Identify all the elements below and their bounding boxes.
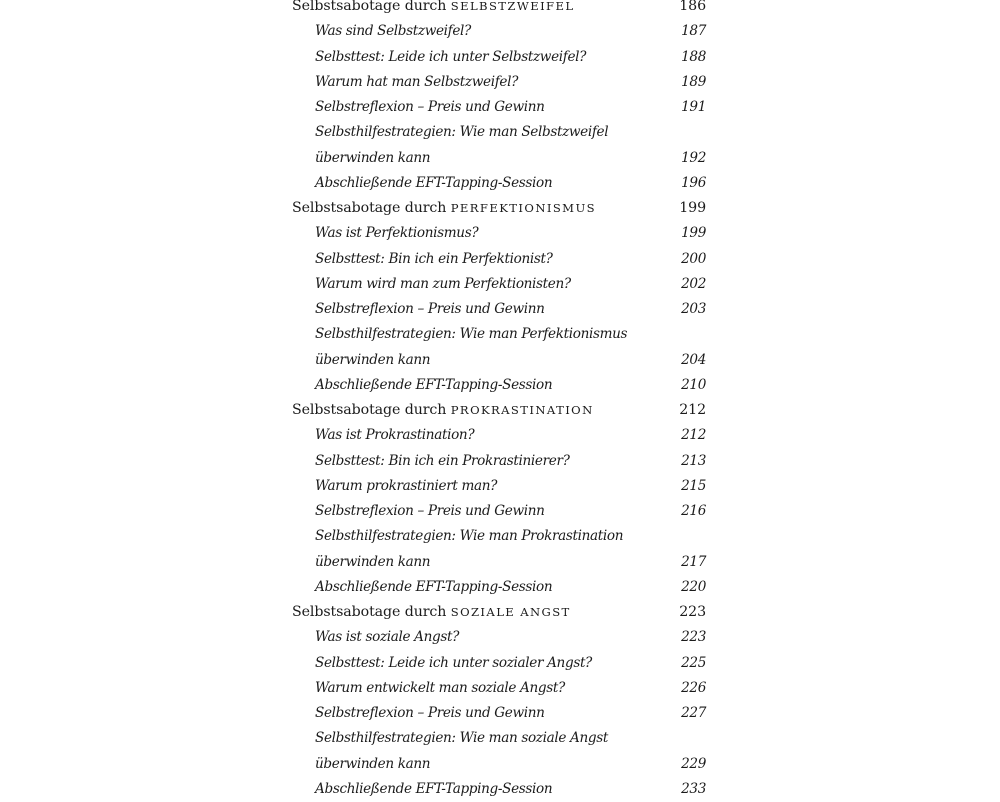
toc-subentry xyxy=(292,272,708,297)
subentry-label: Was ist soziale Angst? xyxy=(315,629,460,646)
chapter-title-topic: SOZIALE ANGST xyxy=(450,605,571,619)
subentry-label: Abschließende EFT-Tapping-Session xyxy=(315,578,553,595)
page-number: 199 xyxy=(681,225,706,242)
subentry-label: Selbsttest: Bin ich ein Prokrastinierer? xyxy=(315,452,570,469)
page-number: 192 xyxy=(681,149,706,166)
toc-chapter-entry xyxy=(292,196,708,221)
subentry-label: Selbstreflexion – Preis und Gewinn xyxy=(315,705,545,721)
page-number: 210 xyxy=(681,376,706,393)
chapter-title-prefix: Selbstsabotage durch xyxy=(292,604,451,620)
toc-subentry xyxy=(292,777,708,802)
page-number: 216 xyxy=(681,503,706,519)
toc-subentry xyxy=(292,19,708,44)
toc-subentry xyxy=(292,221,708,246)
subentry-label: Selbstreflexion – Preis und Gewinn xyxy=(315,503,545,519)
toc-subentry xyxy=(292,701,708,726)
subentry-label: Selbstreflexion – Preis und Gewinn xyxy=(315,99,545,115)
subentry-label: Abschließende EFT-Tapping-Session xyxy=(315,174,553,191)
subentry-label: überwinden kann xyxy=(315,755,431,772)
subentry-label: Selbsttest: Bin ich ein Perfektionist? xyxy=(315,250,553,267)
toc-subentry xyxy=(292,120,708,145)
page-number: 203 xyxy=(681,301,706,317)
page-number: 212 xyxy=(681,427,706,444)
toc-subentry xyxy=(292,752,708,777)
toc-subentry xyxy=(292,575,708,600)
toc-subentry xyxy=(292,247,708,272)
page-number: 213 xyxy=(681,452,706,469)
page-number: 225 xyxy=(681,654,706,671)
chapter-title-topic: SELBSTZWEIFEL xyxy=(450,0,575,13)
toc-subentry xyxy=(292,550,708,575)
chapter-title-prefix: Selbstsabotage durch xyxy=(292,200,451,216)
subentry-label: Selbsthilfestrategien: Wie man Perfektionismus xyxy=(315,326,628,343)
chapter-title-topic: PERFEKTIONISMUS xyxy=(450,201,596,215)
subentry-label: Abschließende EFT-Tapping-Session xyxy=(315,780,553,797)
page-number: 199 xyxy=(679,200,706,216)
toc-subentry xyxy=(292,70,708,95)
table-of-contents xyxy=(292,0,708,802)
page-number: 223 xyxy=(681,629,706,646)
toc-subentry xyxy=(292,171,708,196)
toc-subentry xyxy=(292,322,708,347)
subentry-label: Abschließende EFT-Tapping-Session xyxy=(315,376,553,393)
toc-subentry xyxy=(292,348,708,373)
page-number: 189 xyxy=(681,73,706,90)
subentry-label: Selbsttest: Leide ich unter Selbstzweifel? xyxy=(315,48,587,65)
subentry-label: Warum wird man zum Perfektionisten? xyxy=(315,275,571,292)
page-number: 217 xyxy=(681,553,706,570)
subentry-label: Selbstreflexion – Preis und Gewinn xyxy=(315,301,545,317)
subentry-label: Was ist Perfektionismus? xyxy=(315,225,479,242)
page-number: 196 xyxy=(681,174,706,191)
subentry-label: Was sind Selbstzweifel? xyxy=(315,23,471,40)
subentry-label: Warum hat man Selbstzweifel? xyxy=(315,73,519,90)
toc-subentry xyxy=(292,474,708,499)
chapter-title-prefix: Selbstsabotage durch xyxy=(292,402,451,418)
subentry-label: überwinden kann xyxy=(315,553,431,570)
subentry-label: Selbsthilfestrategien: Wie man soziale Angst xyxy=(315,730,608,747)
page-number: 212 xyxy=(679,402,706,418)
subentry-label: Warum prokrastiniert man? xyxy=(315,477,498,494)
toc-subentry xyxy=(292,625,708,650)
chapter-title-prefix: Selbstsabotage durch xyxy=(292,0,451,14)
page-number: 187 xyxy=(681,23,706,40)
chapter-title-topic: PROKRASTINATION xyxy=(450,403,594,417)
subentry-label: Warum entwickelt man soziale Angst? xyxy=(315,679,565,696)
toc-subentry xyxy=(292,726,708,751)
subentry-label: überwinden kann xyxy=(315,351,431,368)
subentry-label: Selbsthilfestrategien: Wie man Selbstzweifel xyxy=(315,124,609,141)
toc-subentry xyxy=(292,499,708,524)
page-number: 188 xyxy=(681,48,706,65)
page-number: 202 xyxy=(681,275,706,292)
page-number: 200 xyxy=(681,250,706,267)
page-number: 223 xyxy=(679,604,706,620)
toc-subentry xyxy=(292,45,708,70)
page-number: 233 xyxy=(681,780,706,797)
page-number: 191 xyxy=(681,99,706,115)
toc-subentry xyxy=(292,449,708,474)
toc-subentry xyxy=(292,373,708,398)
subentry-label: Selbsttest: Leide ich unter sozialer Angst? xyxy=(315,654,592,671)
toc-subentry xyxy=(292,423,708,448)
page-number: 220 xyxy=(681,578,706,595)
subentry-label: Was ist Prokrastination? xyxy=(315,427,475,444)
page-number: 186 xyxy=(679,0,706,14)
toc-subentry xyxy=(292,651,708,676)
toc-subentry xyxy=(292,146,708,171)
toc-chapter-entry xyxy=(292,398,708,423)
page-number: 229 xyxy=(681,755,706,772)
toc-chapter-entry xyxy=(292,0,708,19)
page-number: 215 xyxy=(681,477,706,494)
toc-subentry xyxy=(292,95,708,120)
subentry-label: Selbsthilfestrategien: Wie man Prokrastination xyxy=(315,528,624,545)
page-number: 226 xyxy=(681,679,706,696)
toc-subentry xyxy=(292,524,708,549)
toc-subentry xyxy=(292,297,708,322)
page-number: 204 xyxy=(681,351,706,368)
subentry-label: überwinden kann xyxy=(315,149,431,166)
toc-chapter-entry xyxy=(292,600,708,625)
toc-subentry xyxy=(292,676,708,701)
page-number: 227 xyxy=(681,705,706,721)
